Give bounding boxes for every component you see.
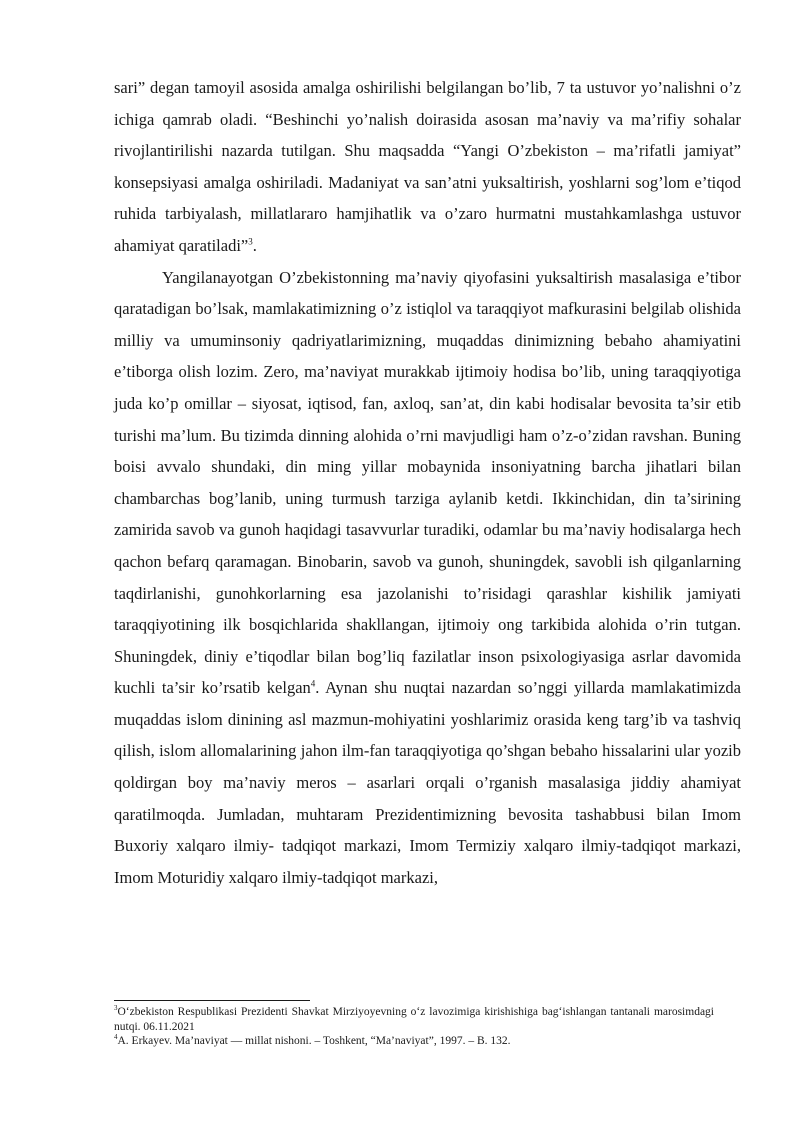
paragraph-2-text-b: . Aynan shu nuqtai nazardan so’nggi yillarda mamlakatimizda muqaddas islom dinining asl mazmun-mohiyatini yoshlarimiz orasida keng targ’ib va tashviq qilish, islom allomalarining jahon ilm-fan taraqqiyotiga qo’shgan bebaho hissalarini ular yozib qoldirgan boy ma’naviy meros – asarlari orqali o’rganish masalasiga jiddiy ahamiyat qaratilmoqda. Jumladan, muhtaram Prezidentimizning bevosita tashabbusi bilan Imom Buxoriy xalqaro ilmiy- tadqiqot markazi, Imom Termiziy xalqaro ilmiy-tadqiqot markazi, Imom Moturidiy xalqaro ilmiy-tadqiqot markazi,	[114, 678, 741, 887]
footnote-4	[114, 1034, 714, 1049]
paragraph-2-text-a: Yangilanayotgan O’zbekistonning ma’naviy qiyofasini yuksaltirish masalasiga e’tibor qaratadigan bo’lsak, mamlakatimizning o’z istiqlol va taraqqiyot mafkurasini belgilab olishida milliy va umuminsoniy qadriyatlarimizning, muqaddas dinimizning bebaho ahamiyatini e’tiborga olish lozim. Zero, ma’naviyat murakkab ijtimoiy hodisa bo’lib, uning taraqqiyotiga juda ko’p omillar – siyosat, iqtisod, fan, axloq, san’at, din kabi hodisalar bevosita ta’sir etib turishi ma’lum. Bu tizimda dinning alohida o’rni mavjudligi ham o’z-o’zidan ravshan. Buning boisi avvalo shundaki, din ming yillar mobaynida insoniyatning barcha jihatlari bilan chambarchas bog’lanib, uning turmush tarziga aylanib ketdi. Ikkinchidan, din ta’sirining zamirida savob va gunoh haqidagi tasavvurlar turadiki, odamlar bu ma’naviy hodisalarga hech qachon befarq qaramagan. Binobarin, savob va gunoh, shuningdek, savobli ish qilganlarning taqdirlanishi, gunohkorlarning esa jazolanishi to’risidagi qarashlar kishilik jamiyati taraqqiyotining ilk bosqichlarida shakllangan, ijtimoiy ong tarkibida alohida o’rin tutgan. Shuningdek, diniy e’tiqodlar bilan bog’liq fazilatlar inson psixologiyasiga asrlar davomida kuchli ta’sir ko’rsatib kelgan	[114, 267, 741, 698]
paragraph-2	[114, 262, 741, 894]
footnote-mark-4: 4	[114, 1033, 118, 1042]
paragraph-1	[114, 72, 741, 262]
footnote-ref-3[interactable]: 3	[248, 236, 253, 247]
paragraph-1-tail: .	[252, 235, 257, 255]
footnotes	[114, 1005, 714, 1049]
footnote-3	[114, 1005, 714, 1034]
footnote-3-text: O‘zbekiston Respublikasi Prezidenti Shavkat Mirziyoyevning o‘z lavozimiga kirishishiga bag‘ishlangan tantanali marosimdagi nutqi. 06.11.2021	[114, 1006, 714, 1033]
body-text	[114, 72, 741, 893]
paragraph-1-text: sari” degan tamoyil asosida amalga oshirilishi belgilangan bo’lib, 7 ta ustuvor yo’nalishni o’z ichiga qamrab oladi. “Beshinchi yo’nalish doirasida asosan ma’naviy va ma’rifiy sohalar rivojlantirilishi nazarda tutilgan. Shu maqsadda “Yangi O’zbekiston – ma’rifatli jamiyat” konsepsiyasi amalga oshiriladi. Madaniyat va san’atni yuksaltirish, yoshlarni sog’lom e’tiqod ruhida tarbiyalash, millatlararo hamjihatlik va o’zaro hurmatni mustahkamlashga ustuvor ahamiyat qaratiladi”	[114, 78, 741, 255]
footnote-4-text: A. Erkayev. Ma’naviyat — millat nishoni. – Toshkent, “Ma’naviyat”, 1997. – B. 132.	[117, 1035, 511, 1047]
footnote-mark-3: 3	[114, 1004, 118, 1013]
footnote-separator	[114, 1000, 310, 1001]
footnote-ref-4[interactable]: 4	[310, 678, 316, 689]
